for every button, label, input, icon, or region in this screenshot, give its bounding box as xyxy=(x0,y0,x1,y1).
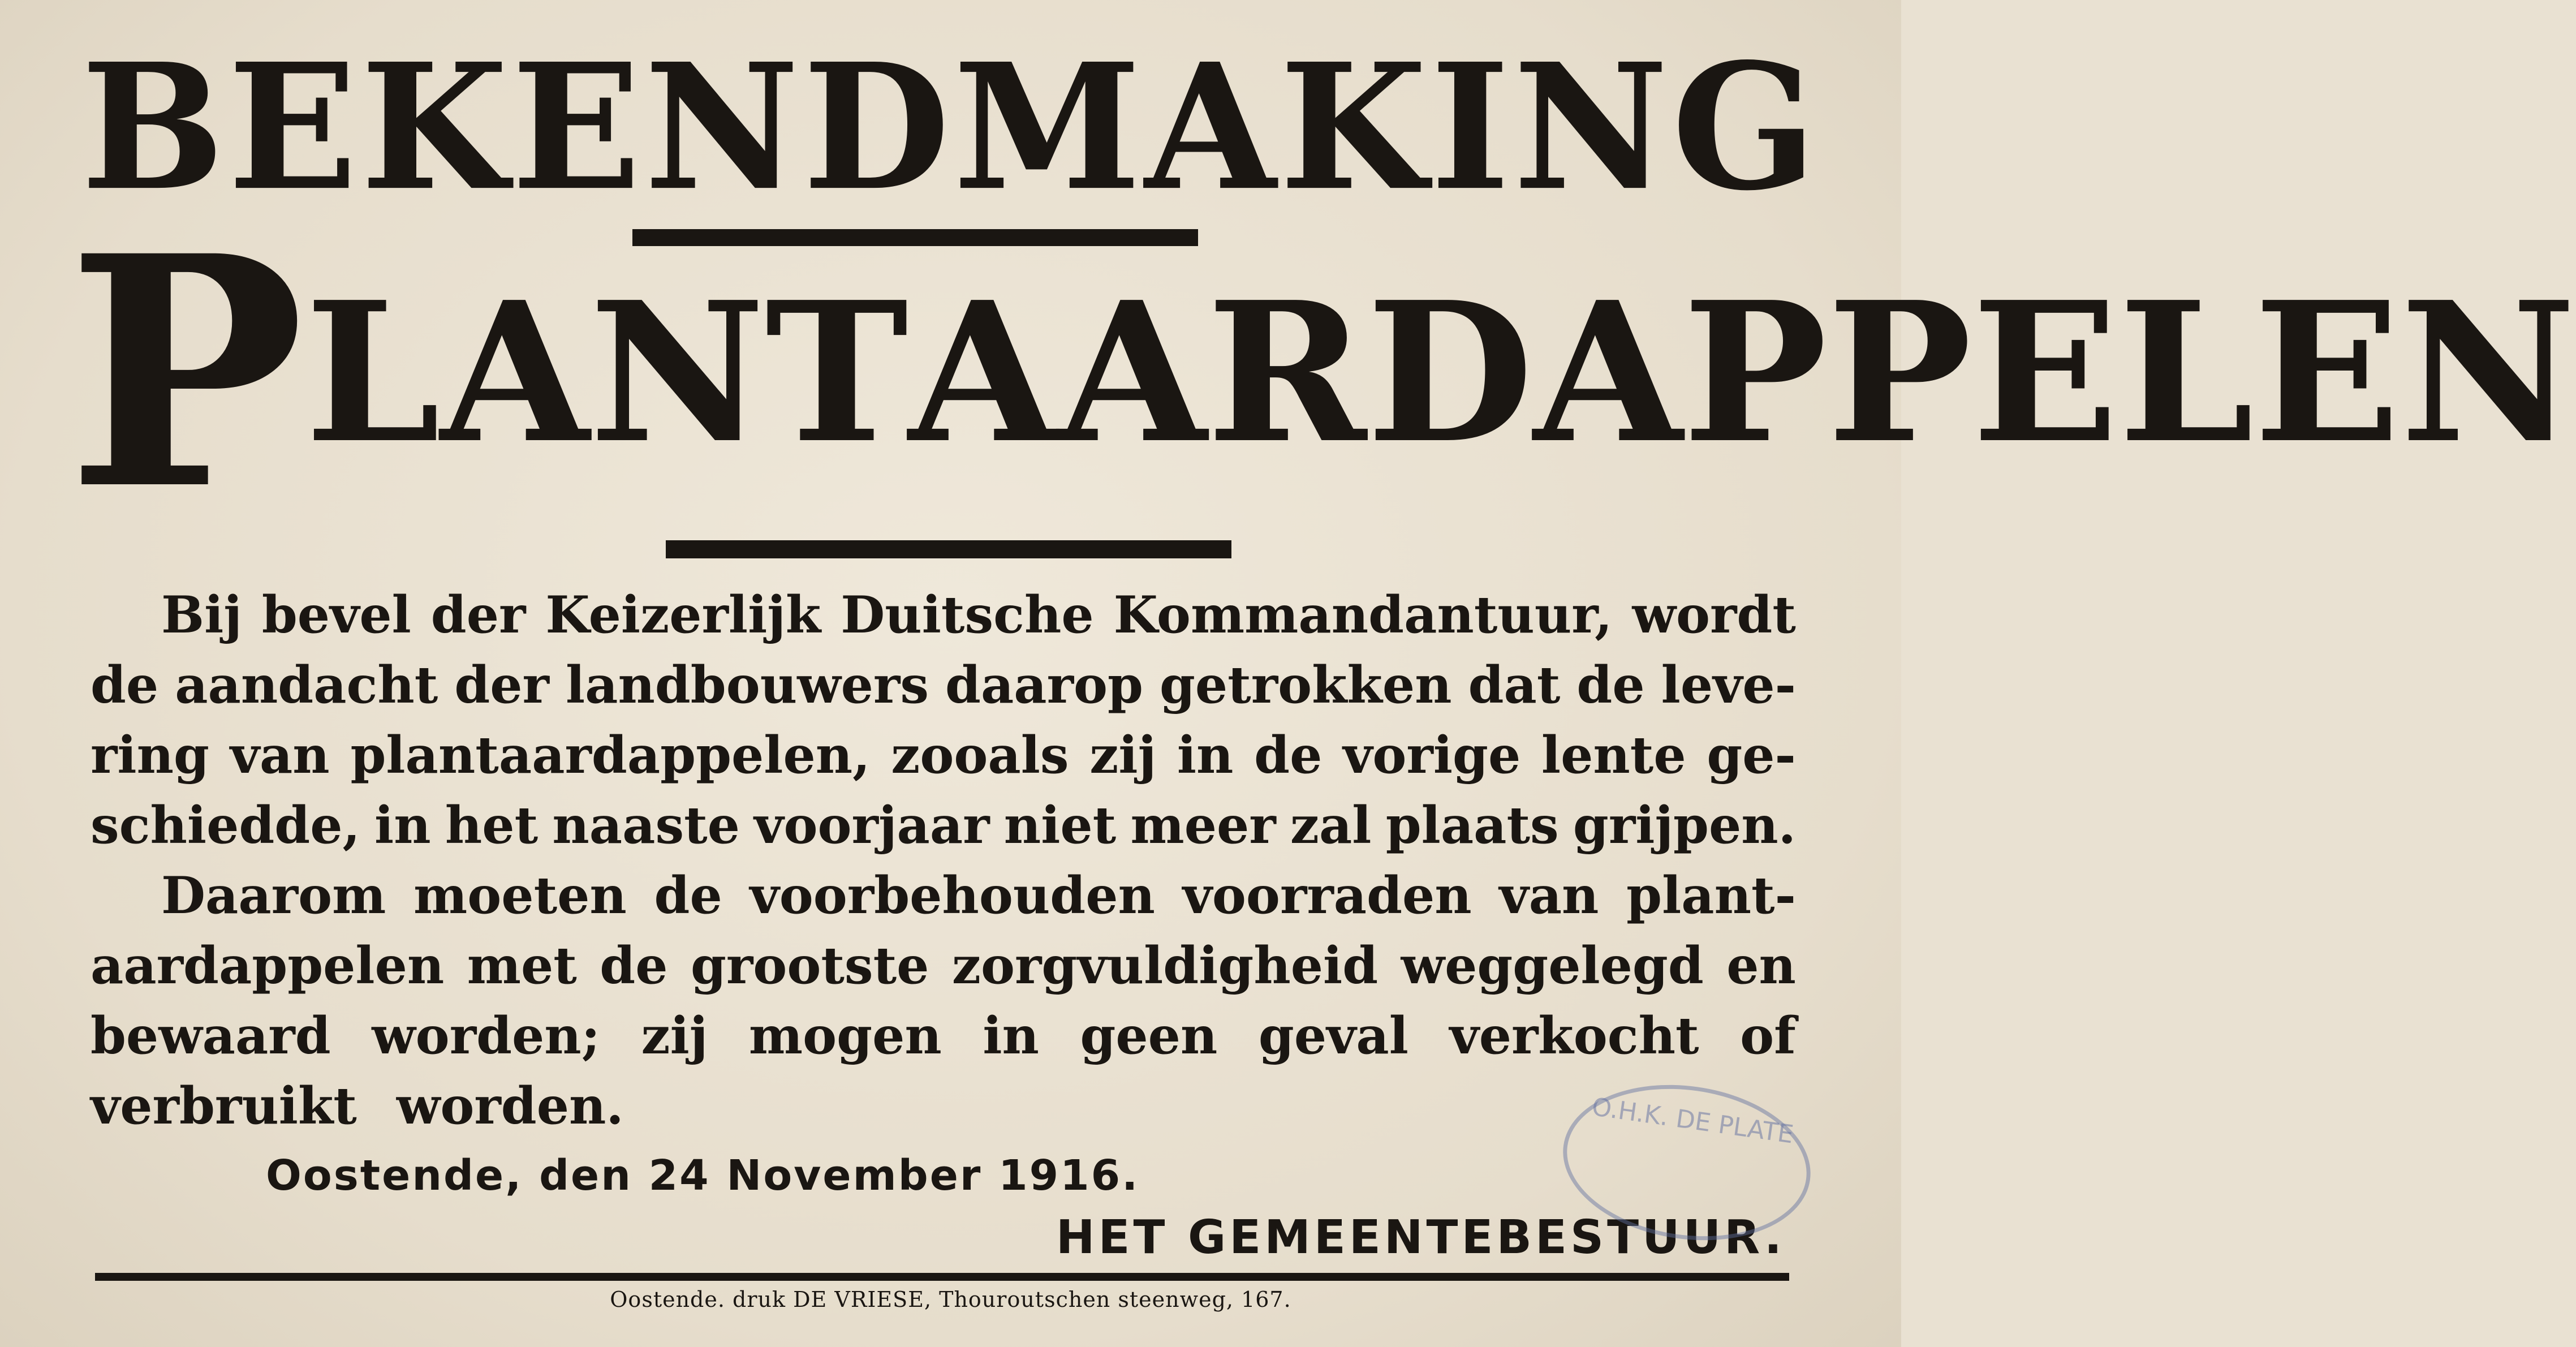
body-word: vorige xyxy=(1343,725,1521,785)
body-word: in xyxy=(374,795,431,855)
body-word: Duitsche xyxy=(841,585,1094,645)
subject-letter: D xyxy=(1366,260,1533,486)
body-word: schiedde, xyxy=(91,795,360,855)
body-word: grijpen. xyxy=(1573,795,1796,855)
body-word: en xyxy=(1726,936,1796,996)
body-word: de xyxy=(91,655,159,715)
subject-letter: P xyxy=(1682,260,1828,486)
body-word: worden. xyxy=(396,1076,624,1136)
body-word: met xyxy=(467,936,577,996)
body-word: het xyxy=(445,795,539,855)
body-word: verkocht xyxy=(1449,1006,1699,1066)
subject-letter: P xyxy=(1827,260,1972,486)
body-word: zorgvuldigheid xyxy=(951,936,1379,996)
body-word: ge- xyxy=(1707,725,1796,785)
body-line xyxy=(91,790,1796,860)
body-line xyxy=(91,1071,1796,1141)
body-word: de xyxy=(1576,655,1645,715)
body-word: leve- xyxy=(1661,655,1796,715)
subject-letter: A xyxy=(440,260,589,486)
body-word: getrokken xyxy=(1159,655,1452,715)
body-word: mogen xyxy=(748,1006,942,1066)
body-word: wordt xyxy=(1632,585,1796,645)
body-word: Keizerlijk xyxy=(545,585,821,645)
body-line xyxy=(91,931,1796,1001)
body-word: van xyxy=(1499,866,1599,926)
subject-letter: P xyxy=(67,187,305,560)
body-word: geen xyxy=(1080,1006,1218,1066)
body-word: voorjaar xyxy=(754,795,990,855)
body-word: plant- xyxy=(1626,866,1796,926)
body-word: plaats xyxy=(1385,795,1559,855)
subject-divider xyxy=(666,540,1231,558)
body-word: de xyxy=(600,936,668,996)
body-word: ring xyxy=(91,725,209,785)
subject-letter: R xyxy=(1207,260,1367,486)
footer-divider xyxy=(95,1273,1789,1281)
body-word: Daarom xyxy=(161,866,386,926)
poster-subject xyxy=(67,187,2576,560)
body-word: bewaard xyxy=(91,1006,331,1066)
body-word: in xyxy=(983,1006,1039,1066)
body-word: de xyxy=(1254,725,1323,785)
body-word: moeten xyxy=(413,866,627,926)
body-word: niet xyxy=(1003,795,1117,855)
signature: HET GEMEENTEBESTUUR. xyxy=(1056,1211,1785,1264)
subject-letter: E xyxy=(2254,260,2401,486)
body-word: zij xyxy=(1089,725,1157,785)
body-word: zij xyxy=(641,1006,708,1066)
body-word: Kommandantuur, xyxy=(1113,585,1613,645)
date-line: Oostende, den 24 November 1916. xyxy=(266,1151,1140,1200)
body-word: voorraden xyxy=(1182,866,1472,926)
body-word: plantaardappelen, xyxy=(350,725,871,785)
body-word: in xyxy=(1177,725,1234,785)
announcement-body xyxy=(91,580,1796,1141)
body-line xyxy=(91,650,1796,720)
body-word: de xyxy=(654,866,722,926)
subject-letter: L xyxy=(305,260,441,486)
body-word: aardappelen xyxy=(91,936,445,996)
body-word: verbruikt xyxy=(91,1076,357,1136)
body-word: zooals xyxy=(891,725,1069,785)
body-word: van xyxy=(230,725,330,785)
body-word: lente xyxy=(1541,725,1686,785)
body-word: bevel xyxy=(261,585,411,645)
body-word: zal xyxy=(1290,795,1372,855)
body-word: der xyxy=(430,585,526,645)
body-word: meer xyxy=(1130,795,1276,855)
subject-letter: L xyxy=(2118,260,2254,486)
body-word: aandacht xyxy=(175,655,438,715)
body-line xyxy=(91,580,1796,650)
body-word: landbouwers xyxy=(565,655,929,715)
body-word: daarop xyxy=(945,655,1143,715)
subject-letter: N xyxy=(589,260,765,486)
subject-letter: E xyxy=(1971,260,2119,486)
body-word: der xyxy=(454,655,549,715)
subject-letter: A xyxy=(1057,260,1207,486)
body-word: geval xyxy=(1258,1006,1408,1066)
subject-letter: N xyxy=(2400,260,2576,486)
body-line xyxy=(91,860,1796,931)
body-word: weggelegd xyxy=(1401,936,1704,996)
body-line xyxy=(91,1001,1796,1071)
subject-letter: A xyxy=(1533,260,1683,486)
body-word: voorbehouden xyxy=(749,866,1155,926)
printer-imprint: Oostende. druk DE VRIESE, Thouroutschen steenweg, 167. xyxy=(610,1287,1291,1312)
body-word: dat xyxy=(1468,655,1561,715)
body-word: Bij xyxy=(161,585,242,645)
body-line xyxy=(91,720,1796,790)
subject-letter: T xyxy=(765,260,908,486)
poster-title: BEKENDMAKING xyxy=(81,25,1820,229)
body-word: worden; xyxy=(372,1006,600,1066)
body-word: grootste xyxy=(690,936,929,996)
stamp-text: O.H.K. DE PLATE xyxy=(1590,1092,1795,1150)
subject-letter: A xyxy=(908,260,1058,486)
body-word: naaste xyxy=(552,795,740,855)
body-word: of xyxy=(1740,1006,1796,1066)
